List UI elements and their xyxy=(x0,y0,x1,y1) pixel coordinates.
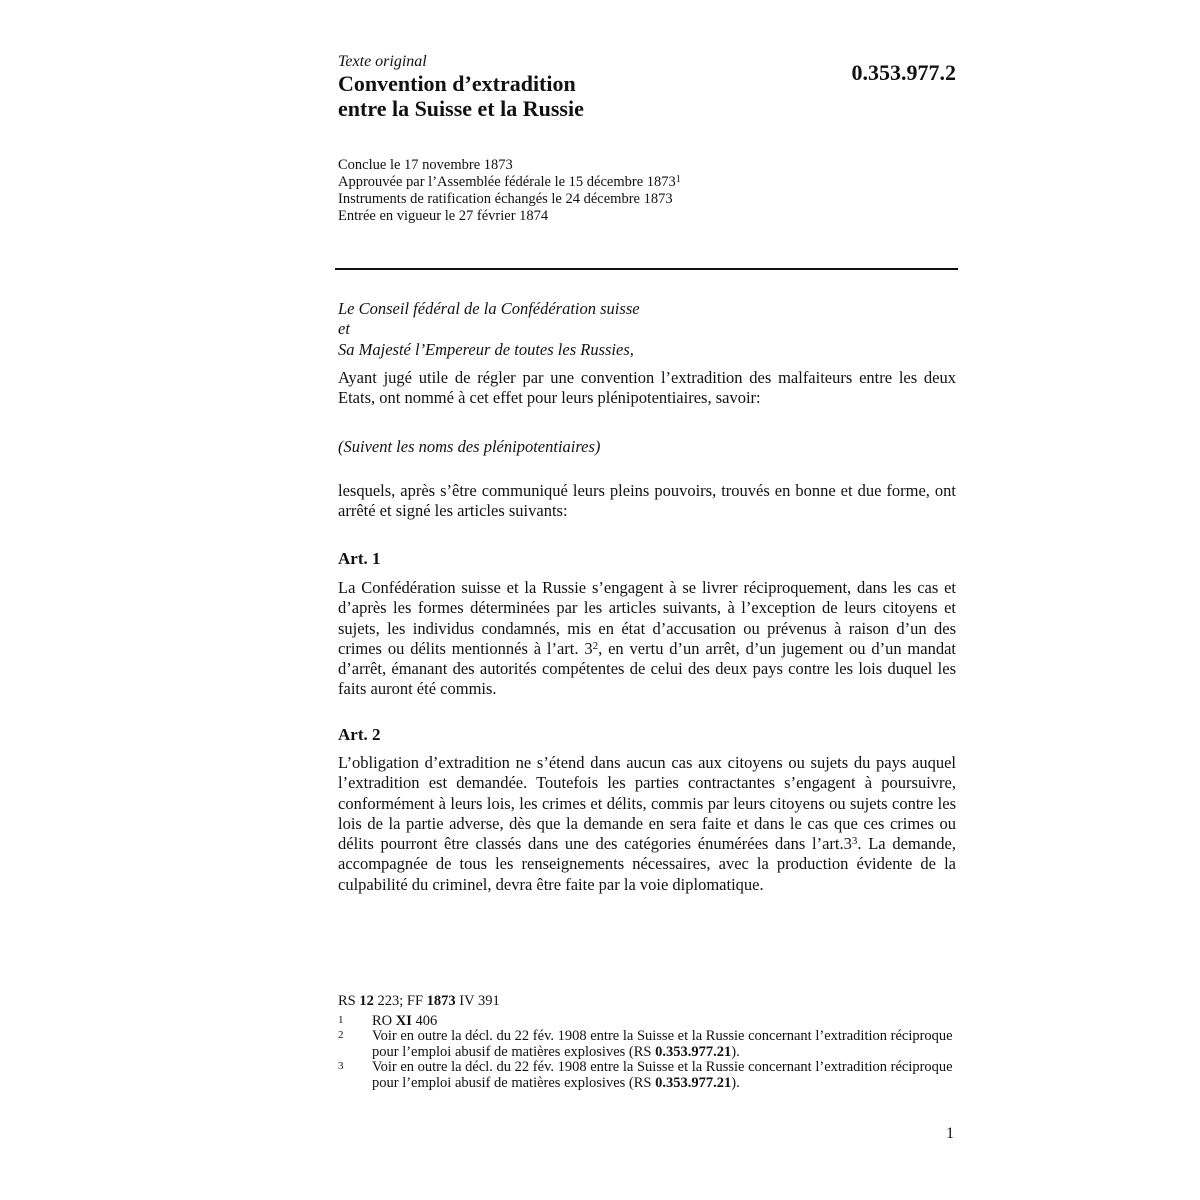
article-1-text-part-a: La Confédération suisse et la Russie s’engagent à se livrer réciproquement, dans les cas et d’après les formes déterminées par les articles suivants, à l’exception de leurs citoyens et sujets, les individus condamnés, mis en état d’accusation ou prévenus à raison d’un des crimes ou délits mentionnés à l’art. 3 xyxy=(338,578,956,658)
title-line-1: Convention d’extradition xyxy=(338,71,576,96)
rs-e: IV 391 xyxy=(455,993,500,1009)
title-line-2: entre la Suisse et la Russie xyxy=(338,96,584,121)
footnote-text-a: Voir en outre la décl. du 22 fév. 1908 entre la Suisse et la Russie concernant l’extradition réciproque pour l’emploi abusif de matières explosives (RS xyxy=(372,1059,953,1091)
article-1-text xyxy=(338,578,956,700)
party-2: Sa Majesté l’Empereur de toutes les Russies, xyxy=(338,339,634,359)
footnote-text-c: ). xyxy=(731,1074,740,1091)
article-2-text xyxy=(338,753,956,895)
footnotes xyxy=(338,994,958,1091)
preamble-parties xyxy=(338,299,956,360)
footnote-text-b: 0.353.977.21 xyxy=(655,1043,732,1060)
preamble-paragraph-1: Ayant jugé utile de régler par une convention l’extradition des malfaiteurs entre les deux Etats, ont nommé à cet effet pour leurs plénipotentiaires, savoir: xyxy=(338,368,956,408)
original-text-label: Texte original xyxy=(338,53,427,70)
footnote-number: 2 xyxy=(338,1029,344,1041)
article-1-heading: Art. 1 xyxy=(338,549,381,568)
rs-d: 1873 xyxy=(426,993,456,1009)
footnote-text-b: XI xyxy=(395,1012,412,1029)
footnote-text xyxy=(372,1029,958,1060)
ratification-date: Instruments de ratification échangés le 24 décembre 1873 xyxy=(338,191,673,207)
page-number: 1 xyxy=(946,1125,954,1142)
footnote-1 xyxy=(338,1014,958,1030)
footnote-text-a: RO xyxy=(372,1012,396,1029)
conjunction: et xyxy=(338,319,350,339)
header-divider xyxy=(335,268,958,270)
footnote-text xyxy=(372,1060,958,1091)
article-2-heading: Art. 2 xyxy=(338,725,381,744)
party-1: Le Conseil fédéral de la Confédération suisse xyxy=(338,299,640,318)
article-2-text-part-b: . La demande, accompagnée de tous les renseignements nécessaires, avec la production évidente de la culpabilité du criminel, devra être faite par la voie diplomatique. xyxy=(338,834,956,894)
footnote-3 xyxy=(338,1060,958,1091)
footnote-text xyxy=(372,1014,958,1030)
preamble-paragraph-2: lesquels, après s’être communiqué leurs pleins pouvoirs, trouvés en bonne et due forme, ont arrêté et signé les articles suivants: xyxy=(338,481,956,521)
rs-a: RS xyxy=(338,993,360,1009)
article-2-text-part-a: L’obligation d’extradition ne s’étend dans aucun cas aux citoyens ou sujets du pays auquel l’extradition est demandée. Toutefois les parties contractantes s’engagent à poursuivre, conformément à leurs lois, les crimes et délits, commis par leurs citoyens ou sujets contre les lois de la partie adverse, dès que la demande en sera faite et dans le cas que ces crimes ou délits pourront être classés dans une des catégories énumérées dans l’art.3 xyxy=(338,753,956,854)
approved-date xyxy=(338,174,681,191)
article-1-text-part-b: , en vertu d’un arrêt, d’un jugement ou d’un mandat d’arrêt, émanant des autorités compétentes de celui des deux pays contre les lois duquel les faits auront été commis. xyxy=(338,638,956,699)
footnote-ref-2: 2 xyxy=(592,639,599,652)
rs-b: 12 xyxy=(359,993,374,1009)
plenipotentiaries-note: (Suivent les noms des plénipotentiaires) xyxy=(338,437,601,456)
dates-block xyxy=(338,157,681,225)
footnote-text-a: Voir en outre la décl. du 22 fév. 1908 entre la Suisse et la Russie concernant l’extradition réciproque pour l’emploi abusif de matières explosives (RS xyxy=(372,1028,953,1060)
footnote-text-b: 0.353.977.21 xyxy=(655,1074,732,1091)
footnote-number: 3 xyxy=(338,1060,344,1072)
footnote-text-c: 406 xyxy=(411,1012,438,1029)
document-title xyxy=(338,71,584,121)
approved-text: Approuvée par l’Assemblée fédérale le 15 décembre 1873 xyxy=(338,174,676,190)
entry-into-force-date: Entrée en vigueur le 27 février 1874 xyxy=(338,208,549,224)
rs-c: 223; FF xyxy=(373,993,427,1009)
footnote-ref-3: 3 xyxy=(851,835,858,848)
footnote-text-c: ). xyxy=(731,1043,740,1060)
systematic-number: 0.353.977.2 xyxy=(851,60,956,85)
footnote-ref-1: 1 xyxy=(675,174,681,185)
rs-reference xyxy=(338,994,958,1010)
footnote-2 xyxy=(338,1029,958,1060)
footnote-number: 1 xyxy=(338,1013,344,1026)
concluded-date: Conclue le 17 novembre 1873 xyxy=(338,157,513,173)
